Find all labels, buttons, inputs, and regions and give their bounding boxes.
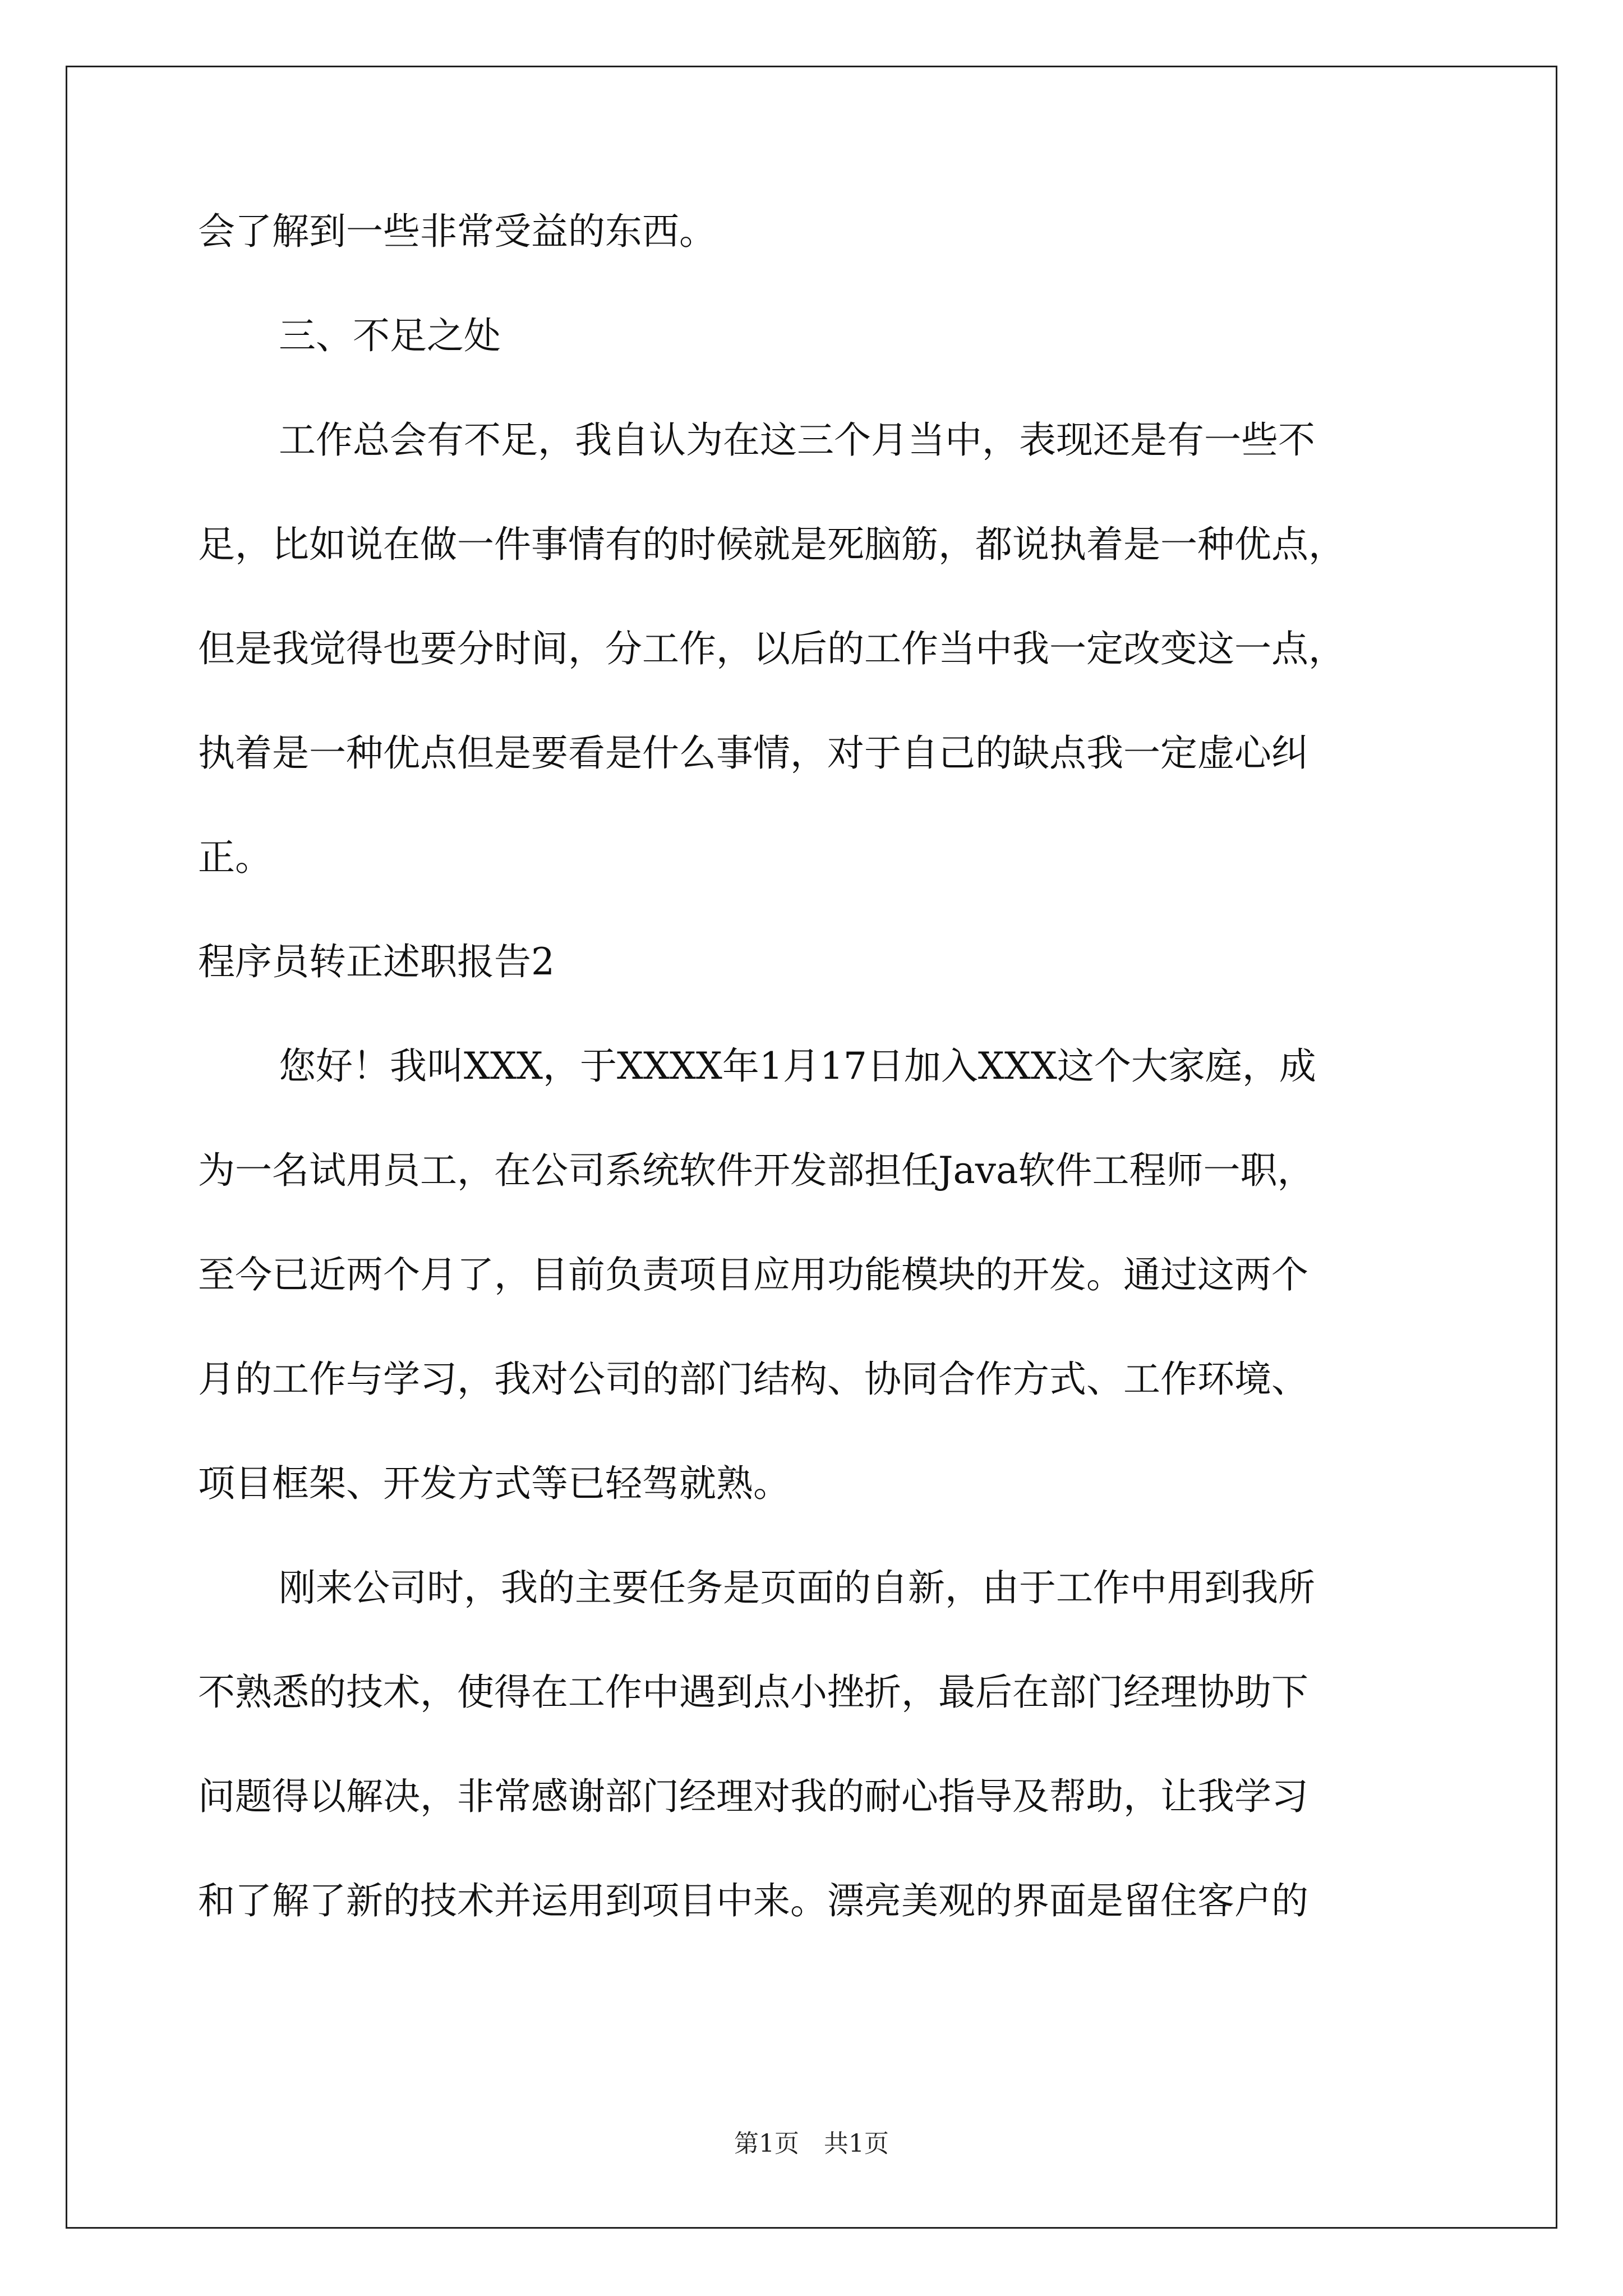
paragraph-line: 为一名试用员工，在公司系统软件开发部担任Java软件工程师一职，: [198, 1149, 1315, 1192]
paragraph-line: 和了解了新的技术并运用到项目中来。漂亮美观的界面是留住客户的: [198, 1879, 1308, 1922]
paragraph-line: 至今已近两个月了，目前负责项目应用功能模块的开发。通过这两个: [198, 1253, 1308, 1296]
paragraph-line: 项目框架、开发方式等已轻驾就熟。: [198, 1462, 790, 1505]
paragraph-line: 刚来公司时，我的主要任务是页面的自新，由于工作中用到我所: [279, 1566, 1315, 1609]
paragraph-line: 但是我觉得也要分时间，分工作，以后的工作当中我一定改变这一点，: [198, 627, 1345, 670]
document-title: 程序员转正述职报告2: [198, 940, 555, 983]
paragraph-line: 不熟悉的技术，使得在工作中遇到点小挫折，最后在部门经理协助下: [198, 1671, 1308, 1714]
paragraph-line: 执着是一种优点但是要看是什么事情，对于自己的缺点我一定虚心纠: [198, 731, 1308, 775]
paragraph-line: 您好！我叫XXX，于XXXX年1月17日加入XXX这个大家庭，成: [279, 1045, 1316, 1088]
page-number-footer: 第1页 共1页: [734, 2129, 889, 2158]
paragraph-line: 正。: [198, 836, 272, 879]
paragraph-line: 工作总会有不足，我自认为在这三个月当中，表现还是有一些不: [279, 418, 1315, 462]
paragraph-line: 足，比如说在做一件事情有的时候就是死脑筋，都说执着是一种优点，: [198, 523, 1345, 566]
section-heading: 三、不足之处: [279, 314, 501, 357]
paragraph-line: 问题得以解决，非常感谢部门经理对我的耐心指导及帮助，让我学习: [198, 1775, 1308, 1818]
paragraph-line: 月的工作与学习，我对公司的部门结构、协同合作方式、工作环境、: [198, 1358, 1308, 1401]
paragraph-line: 会了解到一些非常受益的东西。: [198, 210, 716, 253]
